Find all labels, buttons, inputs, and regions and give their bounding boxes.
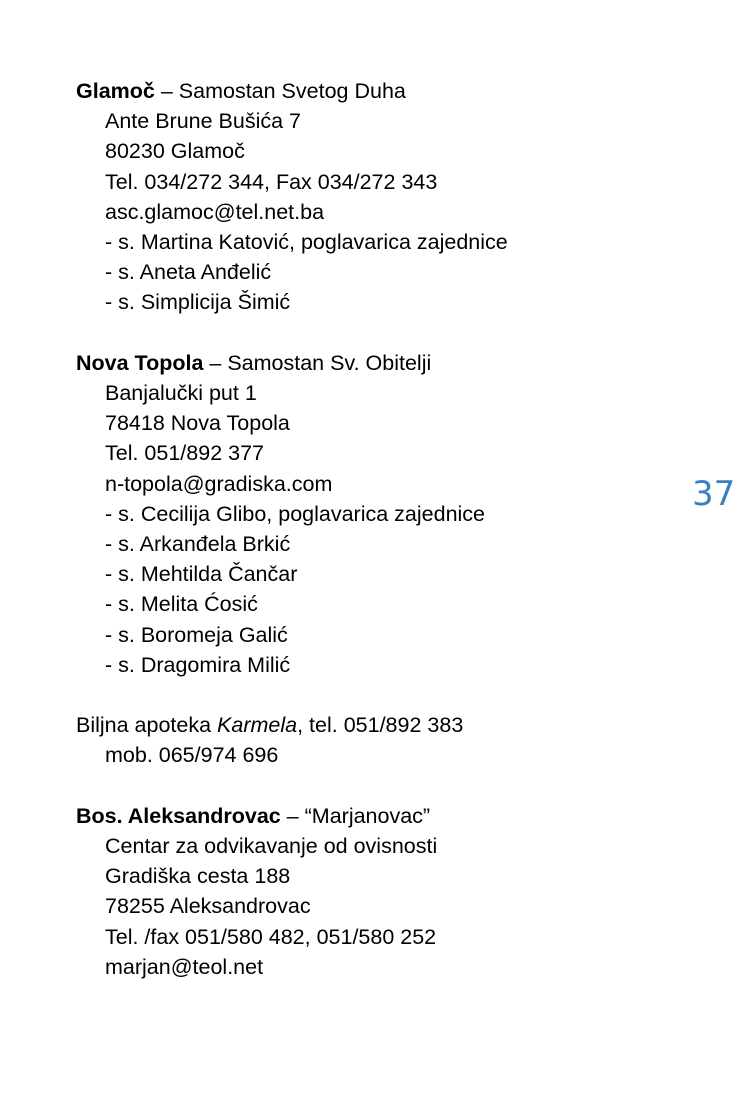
institution-title: Samostan Svetog Duha: [178, 79, 406, 103]
address-postal: 78418 Nova Topola: [105, 411, 290, 436]
institution-title: “Marjanovac”: [304, 803, 431, 828]
email: marjan@teol.net: [105, 954, 264, 979]
member-item: - s. Arkanđela Brkić: [105, 532, 291, 557]
mobile-phone: mob. 065/974 696: [105, 743, 279, 768]
address-postal: 78255 Aleksandrovac: [105, 894, 311, 919]
member-item: - s. Aneta Anđelić: [105, 260, 272, 285]
entry-glamoc: [76, 76, 676, 318]
address-postal: 80230 Glamoč: [105, 139, 245, 164]
entry-biljna-apoteka: [76, 710, 676, 770]
pharmacy-name: Karmela: [217, 713, 298, 738]
member-item: - s. Cecilija Glibo, poglavarica zajednice: [105, 501, 486, 526]
member-item: - s. Boromeja Galić: [105, 622, 288, 647]
address-street: Ante Brune Bušića 7: [105, 109, 302, 134]
email: n-topola@gradiska.com: [105, 471, 333, 496]
phone-fax: Tel. /fax 051/580 482, 051/580 252: [105, 924, 437, 949]
entry-nova-topola: [76, 348, 676, 680]
phone-fax: Tel. 034/272 344, Fax 034/272 343: [105, 169, 438, 194]
place-name: Nova Topola: [76, 350, 204, 375]
address-street: Banjalučki put 1: [105, 381, 257, 406]
email: asc.glamoc@tel.net.ba: [105, 199, 325, 224]
entry-heading: [76, 348, 676, 378]
institution-title: Samostan Sv. Obitelji: [227, 350, 432, 375]
member-item: - s. Mehtilda Čančar: [105, 562, 298, 587]
entry-heading: [76, 76, 676, 106]
member-item: - s. Simplicija Šimić: [105, 290, 291, 315]
heading-separator: –: [280, 803, 305, 828]
member-item: - s. Melita Ćosić: [105, 592, 258, 617]
center-description: Centar za odvikavanje od ovisnosti: [105, 834, 438, 859]
entry-bos-aleksandrovac: [76, 801, 676, 982]
member-item: - s. Martina Katović, poglavarica zajednice: [105, 230, 508, 255]
phone: Tel. 051/892 377: [105, 441, 264, 466]
heading-separator: –: [203, 350, 228, 375]
member-item: - s. Dragomira Milić: [105, 652, 291, 677]
entry-heading: [76, 710, 676, 740]
heading-separator: –: [154, 79, 179, 103]
entry-heading: [76, 801, 676, 831]
place-name: Bos. Aleksandrovac: [76, 803, 281, 828]
page-number: 37: [692, 474, 736, 514]
directory-content: [76, 76, 676, 1012]
place-name: Glamoč: [76, 79, 155, 103]
heading-prefix: Biljna apoteka: [76, 713, 218, 738]
address-street: Gradiška cesta 188: [105, 864, 291, 889]
heading-suffix: , tel. 051/892 383: [297, 713, 464, 738]
